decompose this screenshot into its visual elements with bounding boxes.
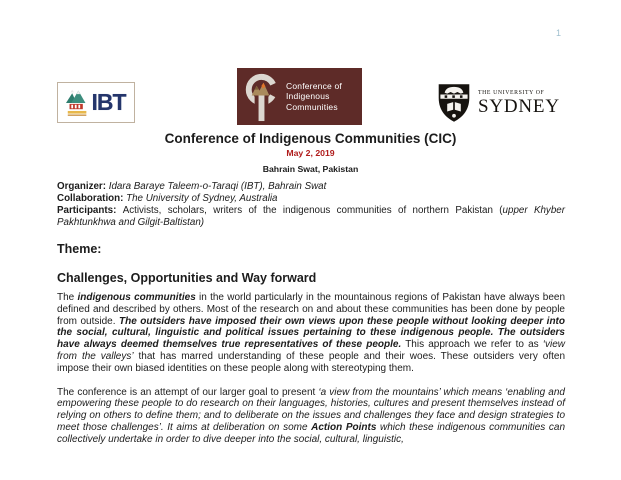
- page-number: 1: [556, 28, 562, 38]
- paragraph-1: The indigenous communities in the world particularly in the mountainous regions of Pakistan have always been defined and described by others. Most of the research on and about these communities has been done by people from outside. The outsiders have imposed their own views upon these people without looking deeper into the social, cultural, linguistic and political issues pertaining to these indigenous people. The outsiders have always deemed themselves true representatives of these people. This approach we refer to as ‘view from the valleys’ that has marred understanding of these people and their woes. These outsiders very often impose their own biased identities on these people along with stereotyping them.: [57, 292, 566, 374]
- ibt-logo-text: IBT: [91, 89, 126, 115]
- paragraph-2: The conference is an attempt of our larger goal to present ‘a view from the mountains’ which means ‘enabling and empowering these people to do research on their languages, histories, cultures and present themselves instead of relying on others to define them; and to deliberate on the issues and challenges they face and design strategies to meet those challenges’. It aims at deliberation on some Action Points which these indigenous communities can collectively undertake in order to dive deeper into the social, cultural, linguistic,: [57, 386, 565, 445]
- ibt-logo: [57, 82, 135, 123]
- document-title: Conference of Indigenous Communities (CIC): [164, 131, 457, 146]
- cic-broken-ring-mountain-icon: [242, 70, 281, 123]
- detail-line-organizer: Organizer: Idara Baraye Taleem-o-Taraqi (IBT), Bahrain Swat: [57, 181, 327, 192]
- theme-heading: Challenges, Opportunities and Way forward: [57, 271, 317, 285]
- document-body: [57, 181, 565, 446]
- sydney-logo-name: SYDNEY: [478, 96, 560, 117]
- ibt-mountains-icon: [66, 88, 89, 118]
- theme-label: Theme:: [57, 242, 102, 256]
- sydney-logo: [437, 81, 565, 125]
- sydney-shield-icon: [437, 82, 471, 124]
- sydney-logo-top-line: THE UNIVERSITY OF: [478, 90, 545, 96]
- cic-logo-line3: Communities: [286, 101, 338, 112]
- document-location: Bahrain Swat, Pakistan: [262, 164, 359, 174]
- detail-line-collaboration: Collaboration: The University of Sydney, Australia: [57, 193, 278, 204]
- detail-line-participants: Participants: Activists, scholars, writers of the indigenous communities of northern Pakistan (upper Khyber Pakhtunkhwa and Gilgit-Baltistan): [57, 205, 565, 228]
- cic-logo: [237, 68, 362, 125]
- document-date: May 2, 2019: [286, 148, 335, 158]
- sydney-logo-text: [478, 90, 560, 116]
- cic-logo-line1: Conference of: [286, 81, 342, 92]
- cic-logo-line2: Indigenous: [286, 91, 330, 102]
- cic-logo-text: [286, 81, 342, 112]
